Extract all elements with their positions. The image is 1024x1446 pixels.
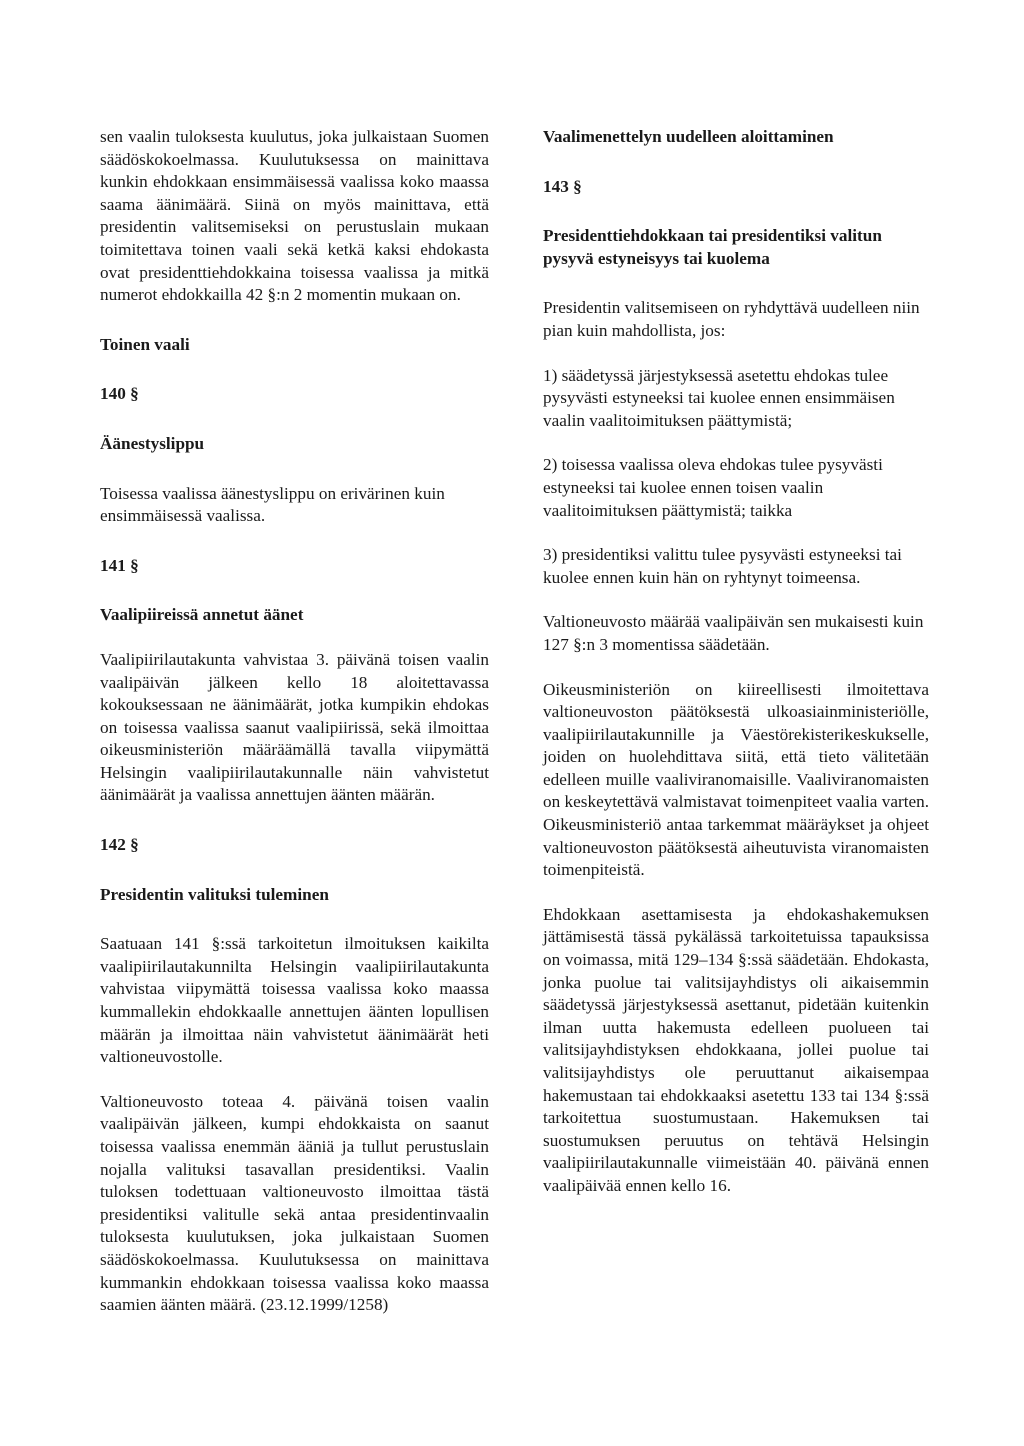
- section-143-number: 143 §: [543, 176, 582, 196]
- section-143-paragraph-2: Oikeusministeriön on kiireellisesti ilmoitettava valtioneuvoston päätöksestä ulkoasiainministeriölle, vaalipiirilautakunnille ja Väestörekisterikeskukselle, joiden on huolehdittava siitä, että tieto välitetään edelleen muille vaaliviranomaisille. Vaaliviranomaisten on keskeytettävä valmistavat toimenpiteet vaalia varten. Oikeusministeriö antaa tarkemmat määräykset ja ohjeet valtioneuvoston päätöksestä aiheutuvista viranomaisten toimenpiteistä.: [543, 679, 929, 880]
- section-141-title: Vaalipiireissä annetut äänet: [100, 605, 304, 625]
- right-column: [543, 126, 929, 1198]
- section-143-intro: Presidentin valitsemiseen on ryhdyttävä uudelleen niin pian kuin mahdollista, jos:: [543, 298, 920, 340]
- section-143-item-1: 1) säädetyssä järjestyksessä asetettu ehdokas tulee pysyvästi estyneeksi tai kuolee ennen ensimmäisen vaalin vaalitoimituksen päättymistä;: [543, 365, 895, 430]
- section-142-number: 142 §: [100, 835, 139, 855]
- section-140-paragraph: Toisessa vaalissa äänestyslippu on erivärinen kuin ensimmäisessä vaalissa.: [100, 483, 445, 526]
- section-140-number: 140 §: [100, 384, 139, 404]
- section-141-paragraph: Vaalipiirilautakunta vahvistaa 3. päivänä toisen vaalin vaalipäivän jälkeen kello 18 aloitettavassa kokouksessaan ne äänimäärät, jotka kumpikin ehdokas on toisessa vaalissa saanut vaalipiirissä, sekä ilmoittaa oikeusministeriön määräämällä tavalla viipymättä Helsingin vaalipiirilautakunnalle näin vahvistetut äänimäärät ja vaalissa annettujen äänten määrän.: [100, 649, 489, 805]
- section-143-item-2: 2) toisessa vaalissa oleva ehdokas tulee pysyvästi estyneeksi tai kuolee ennen toisen vaalin vaalitoimituksen päättymistä; taikka: [543, 455, 883, 520]
- section-143-item-3: 3) presidentiksi valittu tulee pysyvästi estyneeksi tai kuolee ennen kuin hän on ryhtynyt toimeensa.: [543, 545, 902, 587]
- chapter-heading-toinen-vaali: Toinen vaali: [100, 334, 190, 354]
- section-142-title: Presidentin valituksi tuleminen: [100, 884, 329, 904]
- section-140-title: Äänestyslippu: [100, 433, 205, 453]
- chapter-heading-vaalimenettely: Vaalimenettelyn uudelleen aloittaminen: [543, 127, 834, 146]
- left-column: [100, 126, 489, 1317]
- section-142-paragraph-1: Saatuaan 141 §:ssä tarkoitetun ilmoituksen kaikilta vaalipiirilautakunnilta Helsingin vaalipiirilautakunta vahvistaa viipymättä toisessa vaalissa koko maassa kummallekin ehdokkaalle annettujen äänten lopullisen määrän ja ilmoittaa näin vahvistetut äänimäärät heti valtioneuvostolle.: [100, 934, 489, 1067]
- section-143-title: Presidenttiehdokkaan tai presidentiksi valitun pysyvä estyneisyys tai kuolema: [543, 226, 882, 268]
- section-142-paragraph-2: Valtioneuvosto toteaa 4. päivänä toisen vaalin vaalipäivän jälkeen, kumpi ehdokkaista on saanut toisessa vaalissa enemmän ääniä ja tullut perustuslain nojalla valituksi tasavallan presidentiksi. Vaalin tuloksen todettuaan valtioneuvosto ilmoittaa tästä presidentiksi valitulle sekä antaa presidentinvaalin tuloksesta kuulutuksen, joka julkaistaan Suomen säädöskokoelmassa. Kuulutuksessa on mainittava kummankin ehdokkaan toisessa vaalissa koko maassa saamien äänten määrä. (23.12.1999/1258): [100, 1091, 489, 1315]
- section-141-number: 141 §: [100, 555, 139, 575]
- section-143-paragraph-1: Valtioneuvosto määrää vaalipäivän sen mukaisesti kuin 127 §:n 3 momentissa säädetään.: [543, 612, 924, 654]
- intro-paragraph: sen vaalin tuloksesta kuulutus, joka julkaistaan Suomen säädöskokoelmassa. Kuulutuksessa on mainittava kunkin ehdokkaan ensimmäisessä vaalissa koko maassa saama äänimäärä. Siinä on myös mainittava, että presidentin valitsemiseksi on perustuslain mukaan toimitettava toinen vaali sekä ketkä kaksi ehdokasta ovat presidenttiehdokkaina toisessa vaalissa ja mitkä numerot ehdokkailla 42 §:n 2 momentin mukaan on.: [100, 127, 489, 305]
- section-143-paragraph-3: Ehdokkaan asettamisesta ja ehdokashakemuksen jättämisestä tässä pykälässä tarkoitetuissa tapauksissa on voimassa, mitä 129–134 §:ssä säädetään. Ehdokasta, jonka puolue tai valitsijayhdistys oli aikaisemmin säädetyssä järjestyksessä asettanut, pidetään kuitenkin ilman uutta hakemusta edelleen puolueen tai valitsijayhdistyksen ehdokkaana, jollei puolue tai valitsijayhdistys ole peruuttanut aikaisempaa hakemustaan tai ehdokkaaksi asetettu 133 tai 134 §:ssä tarkoitettua suostumustaan. Hakemuksen tai suostumuksen peruutus on tehtävä Helsingin vaalipiirilautakunnalle viimeistään 40. päivänä ennen vaalipäivää ennen kello 16.: [543, 904, 929, 1195]
